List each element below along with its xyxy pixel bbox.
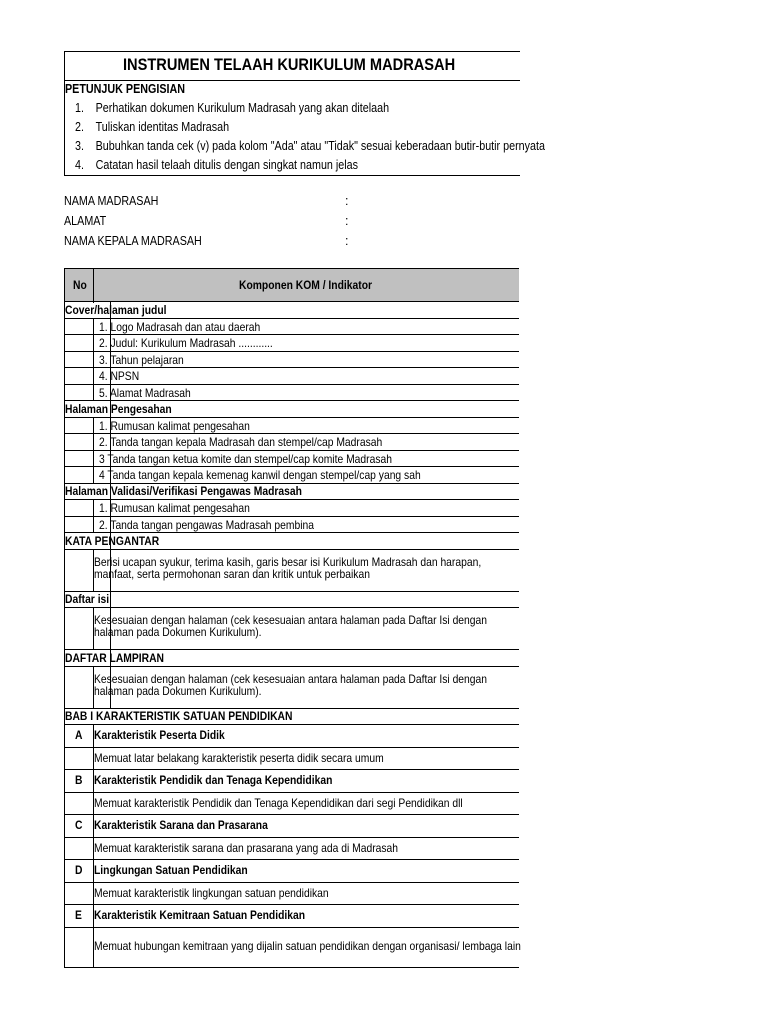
table-row <box>64 434 519 451</box>
column-divider <box>93 838 94 861</box>
section-title: DAFTAR LAMPIRAN <box>65 650 164 665</box>
table-row <box>64 883 519 906</box>
ident-colon: : <box>345 234 349 248</box>
column-divider <box>93 517 94 534</box>
table-row <box>64 385 519 402</box>
description-line: Kesesuaian dengan halaman (cek kesesuaian antara halaman pada Daftar Isi dengan <box>94 671 488 686</box>
table-row <box>64 770 519 793</box>
table-row <box>64 793 519 816</box>
petunjuk-section <box>64 81 545 176</box>
column-divider <box>93 368 94 385</box>
table-row <box>64 368 519 385</box>
indicator-item: 2. Judul: Kurikulum Madrasah ............ <box>99 336 273 350</box>
petunjuk-item <box>75 101 440 115</box>
ident-colon: : <box>345 214 349 228</box>
column-divider <box>93 815 94 838</box>
table-row <box>64 484 519 501</box>
item-number: 1. <box>75 101 84 115</box>
column-divider <box>93 550 94 592</box>
table-row <box>64 650 519 667</box>
document-title: INSTRUMEN TELAAH KURIKULUM MADRASAH <box>123 55 456 74</box>
description-line: manfaat, serta permohonan saran dan kritik untuk perbaikan <box>94 566 370 581</box>
petunjuk-item <box>75 158 404 172</box>
ident-nama-madrasah-label: NAMA MADRASAH <box>64 194 159 208</box>
table-row <box>64 815 519 838</box>
title-box <box>64 51 520 81</box>
indicator-item: 2. Tanda tangan pengawas Madrasah pembina <box>99 517 314 532</box>
column-divider <box>93 725 94 748</box>
column-divider <box>93 793 94 816</box>
table-row <box>64 335 519 352</box>
indicator-item: 4. NPSN <box>99 369 140 383</box>
column-divider <box>93 608 94 650</box>
table-row <box>64 467 519 484</box>
item-number: 4. <box>75 158 84 172</box>
table-row <box>64 319 519 336</box>
table-row <box>64 418 519 435</box>
section-title: Daftar isi <box>65 592 110 606</box>
petunjuk-item <box>75 120 254 134</box>
table-row <box>64 592 519 609</box>
sub-number: D <box>75 863 83 877</box>
column-divider <box>93 748 94 771</box>
table-row <box>64 533 519 550</box>
indicator-item: 3. Tahun pelajaran <box>99 352 184 367</box>
column-divider <box>93 928 94 968</box>
column-divider <box>93 905 94 928</box>
description-line: Kesesuaian dengan halaman (cek kesesuaian antara halaman pada Daftar Isi dengan <box>94 613 488 627</box>
ident-alamat-label: ALAMAT <box>64 214 107 228</box>
table-row <box>64 748 519 771</box>
column-divider <box>93 352 94 369</box>
table-row <box>64 709 519 726</box>
section-title: Halaman Validasi/Verifikasi Pengawas Madrasah <box>65 484 302 498</box>
table-row <box>64 451 519 468</box>
item-text: Tuliskan identitas Madrasah <box>95 120 230 134</box>
header-no: No <box>73 278 87 292</box>
sub-description: Memuat hubungan kemitraan yang dijalin satuan pendidikan dengan organisasi/ lembaga lain <box>94 938 521 953</box>
table-row <box>64 500 519 517</box>
table-row <box>64 928 519 968</box>
sub-title: Lingkungan Satuan Pendidikan <box>94 863 248 877</box>
sub-description: Memuat latar belakang karakteristik peserta didik secara umum <box>94 750 384 765</box>
description-line: halaman pada Dokumen Kurikulum). <box>94 683 262 698</box>
sub-title: Karakteristik Pendidik dan Tenaga Kependidikan <box>94 773 333 787</box>
item-text: Perhatikan dokumen Kurikulum Madrasah yang akan ditelaah <box>95 101 390 115</box>
column-divider <box>93 451 94 468</box>
section-title: Cover/halaman judul <box>65 302 167 317</box>
sub-description: Memuat karakteristik sarana dan prasarana yang ada di Madrasah <box>94 840 399 855</box>
sub-title: Karakteristik Kemitraan Satuan Pendidikan <box>94 908 306 922</box>
indicator-item: 3 Tanda tangan ketua komite dan stempel/cap komite Madrasah <box>99 451 392 466</box>
table-row <box>64 302 519 319</box>
table-row <box>64 550 519 592</box>
indicator-item: 1. Logo Madrasah dan atau daerah <box>99 319 261 334</box>
sub-number: C <box>75 818 83 832</box>
ident-colon: : <box>345 194 349 208</box>
sub-number: E <box>75 908 82 922</box>
table-row <box>64 860 519 883</box>
sub-description: Memuat karakteristik Pendidik dan Tenaga Kependidikan dari segi Pendidikan dll <box>94 795 463 810</box>
header-komponen: Komponen KOM / Indikator <box>239 278 373 292</box>
sub-title: Karakteristik Sarana dan Prasarana <box>94 818 268 832</box>
table-header-row <box>64 268 519 302</box>
column-divider <box>110 302 111 708</box>
section-title: BAB I KARAKTERISTIK SATUAN PENDIDIKAN <box>65 709 293 723</box>
column-divider <box>93 860 94 883</box>
table-row <box>64 401 519 418</box>
sub-title: Karakteristik Peserta Didik <box>94 728 225 742</box>
column-divider <box>93 269 94 303</box>
description-line: Berisi ucapan syukur, terima kasih, garis besar isi Kurikulum Madrasah dan harapan, <box>94 554 482 569</box>
description-line: halaman pada Dokumen Kurikulum). <box>94 625 262 639</box>
table-row <box>64 517 519 534</box>
column-divider <box>93 883 94 906</box>
indicator-item: 1. Rumusan kalimat pengesahan <box>99 501 250 515</box>
column-divider <box>93 418 94 435</box>
table-row <box>64 608 519 650</box>
item-text: Catatan hasil telaah ditulis dengan singkat namun jelas <box>95 158 358 172</box>
ident-kepala-label: NAMA KEPALA MADRASAH <box>64 234 202 248</box>
table-row <box>64 905 519 928</box>
indicator-item: 4 Tanda tangan kepala kemenag kanwil dengan stempel/cap yang sah <box>99 468 421 482</box>
sub-number: A <box>75 728 83 742</box>
section-title: Halaman Pengesahan <box>65 401 172 416</box>
item-number: 3. <box>75 139 84 153</box>
table-row <box>64 352 519 369</box>
column-divider <box>93 467 94 484</box>
column-divider <box>93 770 94 793</box>
column-divider <box>93 500 94 517</box>
indicator-item: 2. Tanda tangan kepala Madrasah dan stempel/cap Madrasah <box>99 435 383 449</box>
column-divider <box>93 335 94 352</box>
table-row <box>64 725 519 748</box>
sub-number: B <box>75 773 83 787</box>
item-text: Bubuhkan tanda cek (v) pada kolom "Ada" atau "Tidak" sesuai keberadaan butir-butir pernyata <box>95 139 545 153</box>
petunjuk-heading: PETUNJUK PENGISIAN <box>65 82 186 96</box>
indicator-item: 5. Alamat Madrasah <box>99 385 191 400</box>
petunjuk-item <box>75 139 621 153</box>
column-divider <box>93 385 94 402</box>
column-divider <box>93 434 94 451</box>
indicator-item: 1. Rumusan kalimat pengesahan <box>99 418 250 433</box>
column-divider <box>93 667 94 709</box>
table-row <box>64 667 519 709</box>
sub-description: Memuat karakteristik lingkungan satuan pendidikan <box>94 885 329 900</box>
column-divider <box>93 319 94 336</box>
item-number: 2. <box>75 120 84 134</box>
table-row <box>64 838 519 861</box>
section-title: KATA PENGANTAR <box>65 533 160 548</box>
